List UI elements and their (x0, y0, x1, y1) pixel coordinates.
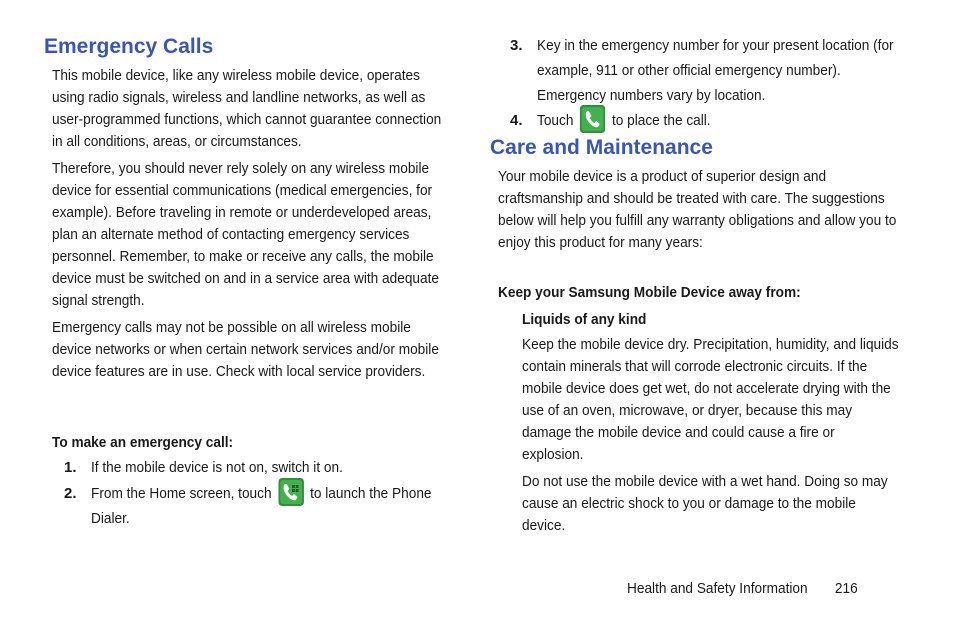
step-3 (510, 33, 937, 108)
step-4 (510, 108, 954, 133)
step-1 (64, 455, 511, 480)
step-text: If the mobile device is not on, switch it on. (91, 459, 343, 476)
paragraph: This mobile device, like any wireless mobile device, operates using radio signals, wireless and landline networks, as well as user-programmed functions, which cannot guarantee connection in all conditions, areas, or circumstances. (52, 67, 442, 150)
step-text-after: to place the call. (611, 112, 711, 129)
step-number: 1. (64, 459, 77, 476)
step-number: 3. (510, 37, 523, 54)
step-text (91, 481, 473, 506)
step-number: 2. (64, 485, 77, 502)
liquids-subheading: Liquids of any kind (522, 311, 647, 328)
step-2 (64, 481, 511, 531)
step-text (537, 108, 919, 133)
care-intro-block (498, 166, 938, 259)
liquids-paragraphs (522, 334, 937, 542)
emergency-calls-heading: Emergency Calls (44, 35, 214, 58)
paragraph: Keep the mobile device dry. Precipitation, humidity, and liquids contain minerals that will corrode electronic circuits. If the mobile device does get wet, do not accelerate drying with the use of an oven, microwave, or dryer, because this may damage the mobile device and could cause a fire or explosion. (522, 336, 899, 463)
step-text: Key in the emergency number for your present location (for example, 911 or other official emergency number). Emergency numbers vary by location. (537, 37, 894, 104)
step-text-before: From the Home screen, touch (91, 485, 272, 502)
make-emergency-call-subheading: To make an emergency call: (52, 434, 234, 451)
step-text-before: Touch (537, 112, 574, 129)
paragraph: Your mobile device is a product of superior design and craftsmanship and should be treated with care. The suggestions below will help you fulfill any warranty obligations and allow you to enjoy this product for many years: (498, 168, 897, 251)
paragraph: Emergency calls may not be possible on all wireless mobile device networks or when certain network services and/or mobile device features are in use. Check with local service providers. (52, 319, 439, 380)
phone-app-icon (278, 478, 303, 506)
step-text-continued: Dialer. (91, 510, 130, 528)
footer-section-title: Health and Safety Information (627, 580, 808, 597)
page-footer (627, 578, 858, 600)
step-number: 4. (510, 112, 523, 129)
step-text-after: to launch the Phone (310, 485, 432, 502)
emergency-paragraphs (52, 65, 492, 388)
care-maintenance-heading: Care and Maintenance (490, 136, 713, 159)
paragraph: Do not use the mobile device with a wet hand. Doing so may cause an electric shock to you or damage to the mobile device. (522, 473, 888, 534)
keep-away-subheading: Keep your Samsung Mobile Device away from: (498, 284, 801, 301)
paragraph: Therefore, you should never rely solely on any wireless mobile device for essential communications (medical emergencies, for example). Before traveling in remote or underdeveloped areas, plan an alternate method of contacting emergency services personnel. Remember, to make or receive any calls, the mobile device must be switched on and in a service area with adequate signal strength. (52, 160, 439, 309)
page-number: 216 (834, 580, 858, 597)
phone-icon (580, 105, 605, 133)
